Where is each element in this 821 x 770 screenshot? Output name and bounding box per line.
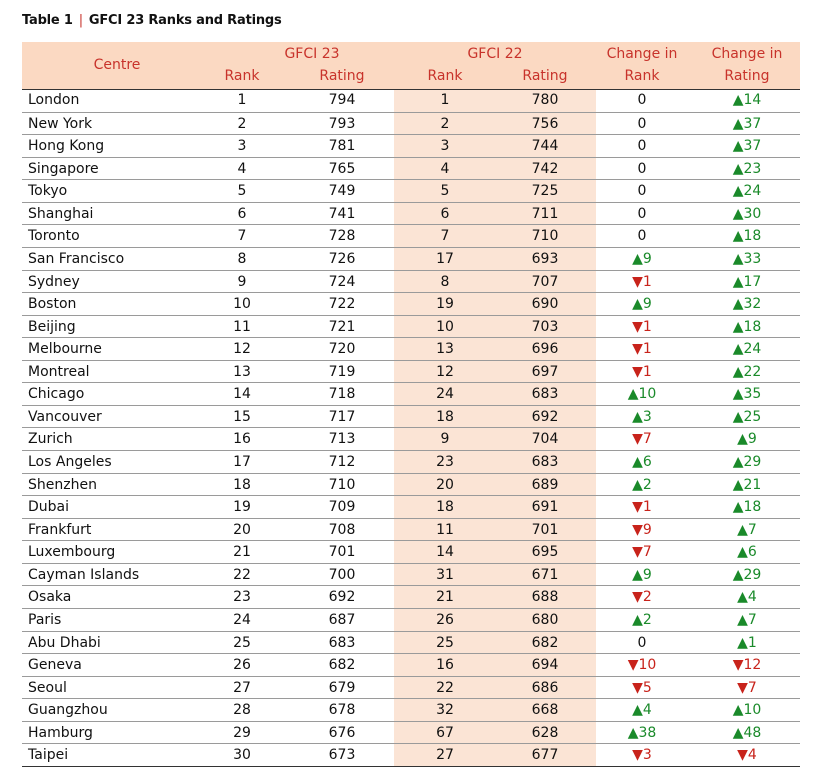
- centre-cell: Osaka: [28, 589, 72, 606]
- header-change-rating: Rating: [724, 68, 770, 84]
- centre-cell: Hong Kong: [28, 138, 105, 155]
- gfci23-rating-cell: 682: [328, 657, 356, 674]
- gfci23-rank-cell: 26: [233, 657, 251, 674]
- table-row: [22, 134, 800, 157]
- gfci22-rating-cell: 683: [531, 386, 559, 403]
- table-row: [22, 563, 800, 586]
- gfci23-rating-cell: 726: [328, 250, 356, 267]
- change-rating-cell: ▲24: [732, 341, 762, 358]
- change-rating-cell: ▲7: [737, 611, 757, 628]
- centre-cell: Montreal: [28, 363, 90, 380]
- change-rank-cell: ▼9: [632, 521, 652, 538]
- gfci22-rank-cell: 5: [440, 183, 450, 200]
- gfci22-rank-cell: 6: [440, 205, 450, 222]
- gfci23-rating-cell: 781: [328, 138, 356, 155]
- centre-cell: Guangzhou: [28, 702, 108, 719]
- change-rank-cell: ▲9: [632, 250, 652, 267]
- gfci23-rank-cell: 16: [233, 431, 251, 448]
- table-body: [22, 89, 800, 766]
- gfci23-rank-cell: 30: [233, 747, 251, 764]
- gfci22-rank-cell: 1: [440, 92, 450, 108]
- change-rank-cell: ▲9: [632, 566, 652, 583]
- table-row: [22, 360, 800, 383]
- centre-cell: Melbourne: [28, 341, 102, 358]
- table-row: [22, 495, 800, 518]
- table-row: [22, 382, 800, 405]
- table-row: [22, 427, 800, 450]
- change-rating-cell: ▲18: [732, 499, 762, 516]
- gfci22-rating-cell: 677: [531, 747, 559, 764]
- gfci22-rating-cell: 701: [531, 521, 559, 538]
- change-rating-cell: ▲1: [737, 634, 757, 651]
- table-row: [22, 631, 800, 654]
- table-row: [22, 518, 800, 541]
- change-rating-cell: ▲21: [732, 476, 762, 493]
- gfci22-rank-cell: 27: [436, 747, 454, 764]
- change-rank-cell: ▲10: [627, 386, 657, 403]
- change-rank-cell: ▲38: [627, 724, 657, 741]
- gfci23-rank-cell: 9: [237, 273, 247, 290]
- gfci22-rank-cell: 16: [436, 657, 454, 674]
- centre-cell: Luxembourg: [28, 544, 116, 561]
- change-rank-cell: 0: [637, 92, 647, 108]
- table-row: [22, 473, 800, 496]
- gfci22-rank-cell: 3: [440, 138, 450, 155]
- gfci23-rating-cell: 794: [328, 92, 356, 108]
- header-change-rating-top: Change in: [711, 46, 783, 62]
- change-rank-cell: 0: [637, 183, 647, 200]
- caption-separator: |: [78, 13, 83, 28]
- change-rating-cell: ▲24: [732, 183, 762, 200]
- gfci22-rating-cell: 688: [531, 589, 559, 606]
- centre-cell: Paris: [28, 611, 62, 628]
- centre-cell: Los Angeles: [28, 454, 112, 470]
- gfci22-rank-cell: 11: [436, 521, 454, 538]
- gfci23-rating-cell: 720: [328, 341, 356, 358]
- gfci22-rank-cell: 25: [436, 634, 454, 651]
- change-rating-cell: ▲7: [737, 521, 757, 538]
- change-rank-cell: ▼1: [632, 318, 652, 335]
- change-rating-cell: ▲29: [732, 566, 762, 583]
- centre-cell: Chicago: [28, 386, 85, 403]
- gfci22-rating-cell: 680: [531, 611, 559, 628]
- gfci23-rank-cell: 3: [237, 138, 247, 155]
- gfci22-rank-cell: 18: [436, 499, 454, 516]
- gfci22-rating-cell: 725: [531, 183, 559, 200]
- gfci23-rating-cell: 765: [328, 160, 356, 177]
- change-rating-cell: ▲30: [732, 205, 762, 222]
- gfci22-rank-cell: 12: [436, 363, 454, 380]
- header-change-rank: Rank: [624, 68, 660, 84]
- change-rating-cell: ▲18: [732, 228, 762, 245]
- gfci22-rating-cell: 668: [531, 702, 559, 719]
- gfci23-rating-cell: 712: [328, 454, 356, 470]
- gfci23-rank-cell: 23: [233, 589, 251, 606]
- gfci22-rating-cell: 682: [531, 634, 559, 651]
- change-rank-cell: 0: [637, 634, 647, 651]
- gfci23-rank-cell: 29: [233, 724, 251, 741]
- gfci23-rating-cell: 793: [328, 115, 356, 132]
- change-rank-cell: ▼7: [632, 544, 652, 561]
- gfci22-rating-cell: 756: [531, 115, 559, 132]
- gfci23-rank-cell: 20: [233, 521, 251, 538]
- change-rating-cell: ▲10: [732, 702, 762, 719]
- change-rank-cell: ▼5: [632, 679, 652, 696]
- table-number: Table 1: [22, 13, 73, 28]
- change-rank-cell: 0: [637, 138, 647, 155]
- change-rating-cell: ▼12: [732, 657, 762, 674]
- table-row: [22, 653, 800, 676]
- gfci22-rating-cell: 683: [531, 454, 559, 470]
- gfci23-rating-cell: 683: [328, 634, 356, 651]
- gfci22-rating-cell: 691: [531, 499, 559, 516]
- gfci23-rating-cell: 673: [328, 747, 356, 764]
- change-rank-cell: ▼1: [632, 499, 652, 516]
- gfci23-rank-cell: 14: [233, 386, 251, 403]
- table-row: [22, 315, 800, 338]
- header-gfci23-rating: Rating: [319, 68, 365, 84]
- table-row: [22, 608, 800, 631]
- gfci23-rank-cell: 11: [233, 318, 251, 335]
- change-rating-cell: ▲25: [732, 408, 762, 425]
- centre-cell: Shanghai: [28, 205, 94, 222]
- change-rating-cell: ▲6: [737, 544, 757, 561]
- gfci23-rank-cell: 19: [233, 499, 251, 516]
- change-rank-cell: ▼1: [632, 341, 652, 358]
- change-rank-cell: 0: [637, 160, 647, 177]
- change-rank-cell: ▼7: [632, 431, 652, 448]
- gfci23-rating-cell: 701: [328, 544, 356, 561]
- gfci23-rank-cell: 15: [233, 408, 251, 425]
- gfci22-rank-cell: 17: [436, 250, 454, 267]
- change-rating-cell: ▲37: [732, 115, 762, 132]
- table-title: GFCI 23 Ranks and Ratings: [88, 13, 282, 28]
- gfci23-rating-cell: 709: [328, 499, 356, 516]
- gfci23-rating-cell: 700: [328, 566, 356, 583]
- change-rank-cell: 0: [637, 205, 647, 222]
- centre-cell: San Francisco: [28, 250, 125, 267]
- change-rank-cell: ▼3: [632, 747, 652, 764]
- gfci23-rating-cell: 708: [328, 521, 356, 538]
- header-gfci22: GFCI 22: [467, 46, 523, 62]
- change-rank-cell: 0: [637, 115, 647, 132]
- change-rank-cell: ▲6: [632, 454, 652, 470]
- gfci23-rating-cell: 718: [328, 386, 356, 403]
- gfci22-rank-cell: 7: [440, 228, 450, 245]
- table-row: [22, 292, 800, 315]
- gfci22-rating-cell: 742: [531, 160, 559, 177]
- centre-cell: Vancouver: [28, 408, 102, 425]
- gfci23-rating-cell: 721: [328, 318, 356, 335]
- centre-cell: Toronto: [28, 228, 80, 245]
- gfci23-rank-cell: 4: [237, 160, 247, 177]
- gfci23-rating-cell: 713: [328, 431, 356, 448]
- gfci23-rating-cell: 728: [328, 228, 356, 245]
- change-rating-cell: ▲14: [732, 92, 762, 108]
- table-row: [22, 676, 800, 699]
- gfci22-rating-cell: 710: [531, 228, 559, 245]
- gfci22-rank-cell: 26: [436, 611, 454, 628]
- change-rating-cell: ▲4: [737, 589, 757, 606]
- gfci22-rating-cell: 707: [531, 273, 559, 290]
- table-row: [22, 540, 800, 563]
- header-gfci23: GFCI 23: [284, 46, 340, 62]
- gfci22-rank-cell: 24: [436, 386, 454, 403]
- centre-cell: Frankfurt: [28, 521, 92, 538]
- gfci22-rank-cell: 14: [436, 544, 454, 561]
- change-rank-cell: ▲4: [632, 702, 652, 719]
- gfci23-rating-cell: 724: [328, 273, 356, 290]
- table-row: [22, 450, 800, 473]
- change-rank-cell: ▼2: [632, 589, 652, 606]
- gfci23-rating-cell: 676: [328, 724, 356, 741]
- change-rating-cell: ▼7: [737, 679, 757, 696]
- gfci23-rank-cell: 18: [233, 476, 251, 493]
- change-rank-cell: ▼1: [632, 363, 652, 380]
- change-rank-cell: ▼10: [627, 657, 657, 674]
- gfci23-rating-cell: 710: [328, 476, 356, 493]
- gfci22-rank-cell: 10: [436, 318, 454, 335]
- gfci22-rating-cell: 695: [531, 544, 559, 561]
- change-rating-cell: ▲9: [737, 431, 757, 448]
- gfci22-rating-cell: 671: [531, 566, 559, 583]
- table-row: [22, 337, 800, 360]
- table-row: [22, 224, 800, 247]
- gfci22-rating-cell: 697: [531, 363, 559, 380]
- gfci23-rating-cell: 741: [328, 205, 356, 222]
- change-rating-cell: ▲17: [732, 273, 762, 290]
- header-change-rank-top: Change in: [606, 46, 678, 62]
- gfci22-rating-cell: 780: [531, 92, 559, 108]
- gfci23-rating-cell: 749: [328, 183, 356, 200]
- centre-cell: London: [28, 92, 80, 108]
- table-row: [22, 202, 800, 225]
- gfci23-rating-cell: 687: [328, 611, 356, 628]
- centre-cell: Seoul: [28, 679, 67, 696]
- table-row: [22, 405, 800, 428]
- change-rating-cell: ▲18: [732, 318, 762, 335]
- gfci23-rank-cell: 13: [233, 363, 251, 380]
- gfci23-rating-cell: 692: [328, 589, 356, 606]
- centre-cell: Dubai: [28, 499, 70, 516]
- gfci23-rank-cell: 12: [233, 341, 251, 358]
- header-gfci23-rank: Rank: [224, 68, 260, 84]
- change-rating-cell: ▲37: [732, 138, 762, 155]
- gfci22-rank-cell: 19: [436, 296, 454, 313]
- centre-cell: Zurich: [28, 431, 73, 448]
- centre-cell: Beijing: [28, 318, 76, 335]
- gfci23-rank-cell: 10: [233, 296, 251, 313]
- gfci23-rating-cell: 678: [328, 702, 356, 719]
- change-rank-cell: ▲9: [632, 296, 652, 313]
- gfci23-rank-cell: 1: [237, 92, 247, 108]
- gfci22-rank-cell: 67: [436, 724, 454, 741]
- table-row: [22, 157, 800, 180]
- gfci23-rank-cell: 17: [233, 454, 251, 470]
- gfci22-rank-cell: 2: [440, 115, 450, 132]
- table-caption: [22, 13, 282, 28]
- gfci22-rating-cell: 703: [531, 318, 559, 335]
- gfci22-rating-cell: 704: [531, 431, 559, 448]
- gfci22-rating-cell: 711: [531, 205, 559, 222]
- change-rating-cell: ▲33: [732, 250, 762, 267]
- gfci22-rating-cell: 628: [531, 724, 559, 741]
- centre-cell: Hamburg: [28, 724, 93, 741]
- gfci22-rating-cell: 696: [531, 341, 559, 358]
- gfci23-rating-cell: 719: [328, 363, 356, 380]
- change-rating-cell: ▲22: [732, 363, 762, 380]
- gfci23-rank-cell: 8: [237, 250, 247, 267]
- gfci22-rating-cell: 694: [531, 657, 559, 674]
- gfci22-rank-cell: 21: [436, 589, 454, 606]
- change-rating-cell: ▼4: [737, 747, 757, 764]
- change-rating-cell: ▲48: [732, 724, 762, 741]
- table-row: [22, 247, 800, 270]
- gfci23-rank-cell: 21: [233, 544, 251, 561]
- gfci23-rank-cell: 22: [233, 566, 251, 583]
- change-rank-cell: ▲3: [632, 408, 652, 425]
- centre-cell: Geneva: [28, 657, 82, 674]
- centre-cell: Singapore: [28, 160, 99, 177]
- gfci22-rating-cell: 693: [531, 250, 559, 267]
- centre-cell: Sydney: [28, 273, 80, 290]
- gfci22-rating-cell: 686: [531, 679, 559, 696]
- gfci23-rank-cell: 2: [237, 115, 247, 132]
- gfci22-rank-cell: 13: [436, 341, 454, 358]
- gfci23-rating-cell: 722: [328, 296, 356, 313]
- table-row: [22, 89, 800, 112]
- change-rank-cell: ▲2: [632, 611, 652, 628]
- gfci22-rank-cell: 23: [436, 454, 454, 470]
- change-rank-cell: ▲2: [632, 476, 652, 493]
- change-rating-cell: ▲35: [732, 386, 762, 403]
- change-rank-cell: ▼1: [632, 273, 652, 290]
- table-row: [22, 721, 800, 744]
- centre-cell: New York: [28, 115, 93, 132]
- gfci22-rank-cell: 18: [436, 408, 454, 425]
- change-rating-cell: ▲29: [732, 454, 762, 470]
- gfci22-rank-cell: 9: [440, 431, 450, 448]
- centre-cell: Shenzhen: [28, 476, 97, 493]
- centre-cell: Abu Dhabi: [28, 634, 101, 651]
- gfci22-rank-cell: 4: [440, 160, 450, 177]
- gfci23-rating-cell: 717: [328, 408, 356, 425]
- centre-cell: Tokyo: [28, 183, 68, 200]
- gfci22-rank-cell: 20: [436, 476, 454, 493]
- gfci23-rank-cell: 27: [233, 679, 251, 696]
- gfci22-rating-cell: 689: [531, 476, 559, 493]
- header-centre: Centre: [93, 57, 141, 73]
- centre-cell: Taipei: [28, 747, 69, 764]
- centre-cell: Boston: [28, 296, 77, 313]
- gfci22-rank-cell: 31: [436, 566, 454, 583]
- gfci23-rank-cell: 24: [233, 611, 251, 628]
- table-row: [22, 698, 800, 721]
- gfci22-rank-cell: 8: [440, 273, 450, 290]
- table-row: [22, 585, 800, 608]
- gfci22-rating-cell: 690: [531, 296, 559, 313]
- gfci22-rank-cell: 22: [436, 679, 454, 696]
- gfci23-rank-cell: 6: [237, 205, 247, 222]
- change-rank-cell: 0: [637, 228, 647, 245]
- gfci22-rank-cell: 32: [436, 702, 454, 719]
- gfci23-rank-cell: 25: [233, 634, 251, 651]
- table-row: [22, 270, 800, 293]
- gfci22-rating-cell: 744: [531, 138, 559, 155]
- change-rating-cell: ▲32: [732, 296, 762, 313]
- table-row: [22, 179, 800, 202]
- header-gfci22-rating: Rating: [522, 68, 568, 84]
- table-row: [22, 743, 800, 766]
- header-gfci22-rank: Rank: [427, 68, 463, 84]
- centre-cell: Cayman Islands: [28, 566, 140, 583]
- gfci22-rating-cell: 692: [531, 408, 559, 425]
- table-bottom-rule: [22, 766, 800, 767]
- gfci23-rank-cell: 28: [233, 702, 251, 719]
- change-rating-cell: ▲23: [732, 160, 762, 177]
- table-row: [22, 112, 800, 135]
- gfci23-rating-cell: 679: [328, 679, 356, 696]
- gfci23-rank-cell: 5: [237, 183, 247, 200]
- gfci23-rank-cell: 7: [237, 228, 247, 245]
